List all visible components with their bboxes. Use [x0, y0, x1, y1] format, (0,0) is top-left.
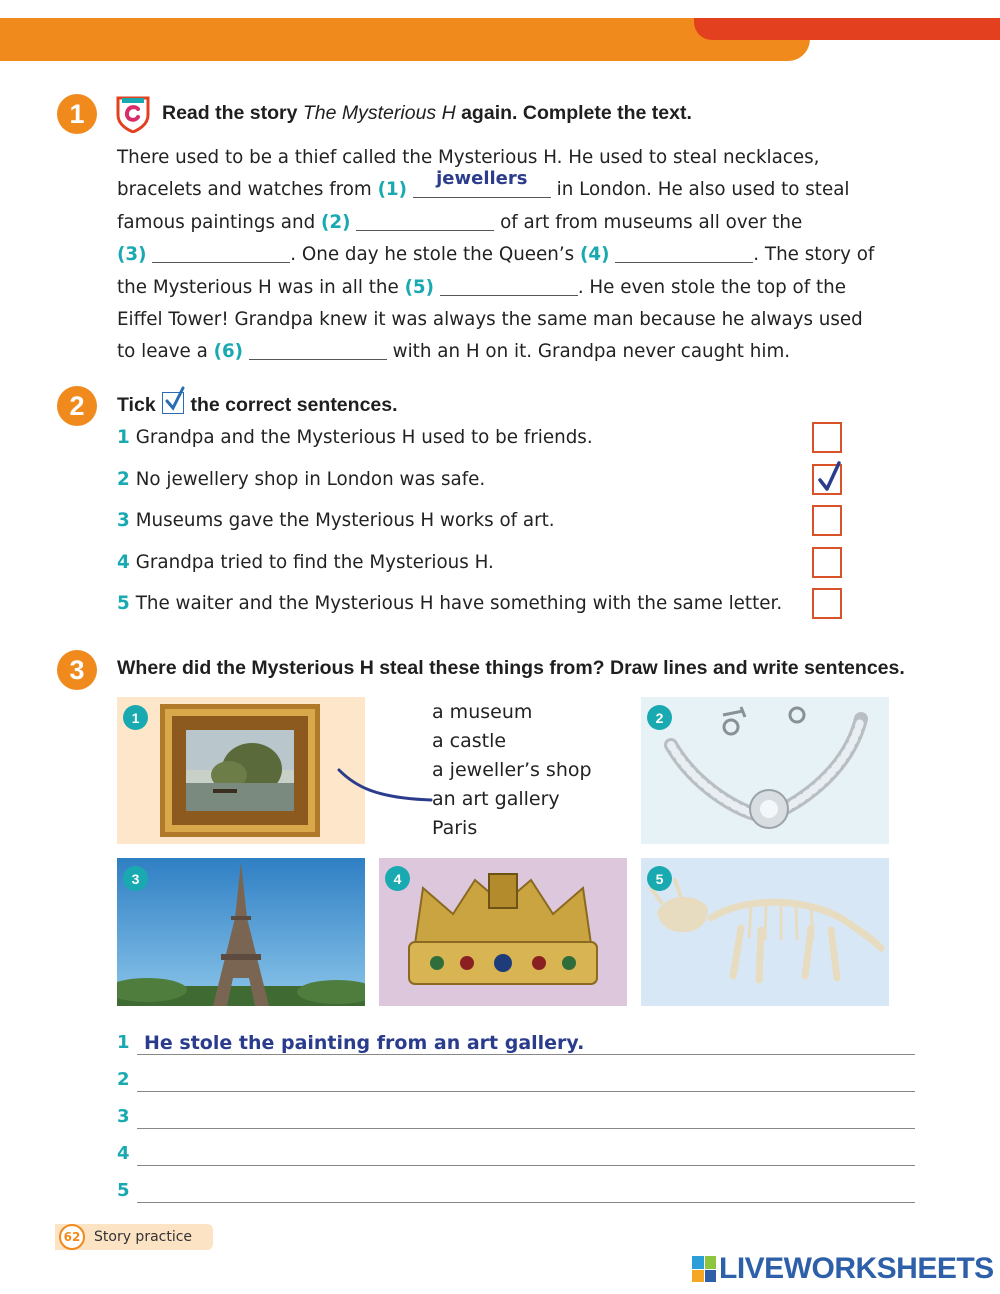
comprehension-shield-icon — [115, 95, 151, 133]
sentence-3-checkbox[interactable] — [812, 505, 842, 536]
story-line: to leave a (6) with an H on it. Grandpa never caught him. — [117, 341, 791, 363]
sentence-2: 2 No jewellery shop in London was safe. — [117, 469, 486, 490]
liveworksheets-logo[interactable] — [692, 1253, 994, 1285]
gap-3-input[interactable] — [152, 243, 290, 263]
header-red-band — [694, 18, 1000, 40]
place-option[interactable]: a castle — [432, 730, 507, 752]
story-line: Eiffel Tower! Grandpa knew it was always the same man because he always used — [117, 309, 863, 331]
story-line: (3) . One day he stole the Queen’s (4) . The story of — [117, 244, 875, 266]
place-option[interactable]: a jeweller’s shop — [432, 759, 592, 781]
place-option[interactable]: Paris — [432, 817, 478, 839]
gap-1-answer: jewellers — [436, 168, 528, 189]
story-line: bracelets and watches from (1) jewellers in London. He also used to steal — [117, 174, 897, 206]
picture-2-bracelet[interactable] — [641, 697, 889, 844]
gap-1-input[interactable] — [413, 168, 551, 198]
picture-3-eiffel-tower[interactable] — [117, 858, 365, 1006]
exercise-1-instructions: Read the story The Mysterious H again. Complete the text. — [162, 102, 692, 124]
gap-6-input[interactable] — [249, 340, 387, 360]
picture-2-number: 2 — [647, 705, 672, 730]
bracelet-icon — [641, 697, 889, 844]
sentence-4-checkbox[interactable] — [812, 547, 842, 578]
sentence-line-1[interactable]: 1 He stole the painting from an art gallery. — [117, 1025, 915, 1055]
sentence-line-5[interactable]: 5 — [117, 1173, 915, 1203]
sentence-5-checkbox[interactable] — [812, 588, 842, 619]
section-label: Story practice — [94, 1229, 193, 1245]
sentence-1-checkbox[interactable] — [812, 422, 842, 453]
exercise-2-number: 2 — [57, 386, 97, 426]
brand-name: LIVEWORKSHEETS — [719, 1252, 994, 1285]
picture-5-dinosaur-skeleton[interactable] — [641, 858, 889, 1006]
sentence-5: 5 The waiter and the Mysterious H have something with the same letter. — [117, 593, 783, 614]
sentence-line-1-answer: He stole the painting from an art gallery. — [144, 1032, 585, 1054]
place-option[interactable]: an art gallery — [432, 788, 560, 810]
exercise-3-instructions: Where did the Mysterious H steal these things from? Draw lines and write sentences. — [117, 657, 905, 679]
story-line: famous paintings and (2) of art from museums all over the — [117, 211, 803, 233]
story-line: There used to be a thief called the Mysterious H. He used to steal necklaces, — [117, 147, 820, 168]
eiffel-tower-icon — [117, 858, 365, 1006]
story-line: the Mysterious H was in all the (5) . He even stole the top of the — [117, 276, 846, 298]
picture-1-painting[interactable] — [117, 697, 365, 844]
picture-4-crown[interactable] — [379, 858, 627, 1006]
places-list — [432, 698, 592, 843]
painting-icon — [117, 697, 365, 844]
sentence-1: 1 Grandpa and the Mysterious H used to be friends. — [117, 427, 593, 448]
crown-icon — [379, 858, 627, 1006]
picture-1-number: 1 — [123, 705, 148, 730]
gap-4-input[interactable] — [615, 243, 753, 263]
liveworksheets-logo-icon — [692, 1256, 716, 1282]
gap-2-input[interactable] — [356, 211, 494, 231]
place-option[interactable]: a museum — [432, 701, 533, 723]
exercise-1-number: 1 — [57, 94, 97, 134]
story-title: The Mysterious H — [302, 102, 456, 124]
header-orange-band — [0, 18, 810, 61]
tick-example-icon — [162, 392, 184, 414]
sentence-line-3[interactable]: 3 — [117, 1099, 915, 1129]
picture-5-number: 5 — [647, 866, 672, 891]
sentence-4: 4 Grandpa tried to find the Mysterious H. — [117, 552, 494, 573]
sentence-2-checkbox[interactable] — [812, 464, 842, 495]
picture-3-number: 3 — [123, 866, 148, 891]
gap-fill-text — [117, 142, 897, 369]
sentence-3: 3 Museums gave the Mysterious H works of art. — [117, 510, 555, 531]
sentence-line-4[interactable]: 4 — [117, 1136, 915, 1166]
checkmark-icon — [816, 460, 844, 494]
picture-4-number: 4 — [385, 866, 410, 891]
dinosaur-skeleton-icon — [641, 858, 889, 1006]
exercise-3-number: 3 — [57, 650, 97, 690]
matching-line — [335, 764, 435, 806]
sentence-line-2[interactable]: 2 — [117, 1062, 915, 1092]
gap-5-input[interactable] — [440, 276, 578, 296]
page-number: 62 — [59, 1224, 85, 1250]
exercise-2-instructions: Tick the correct sentences. — [117, 392, 398, 417]
